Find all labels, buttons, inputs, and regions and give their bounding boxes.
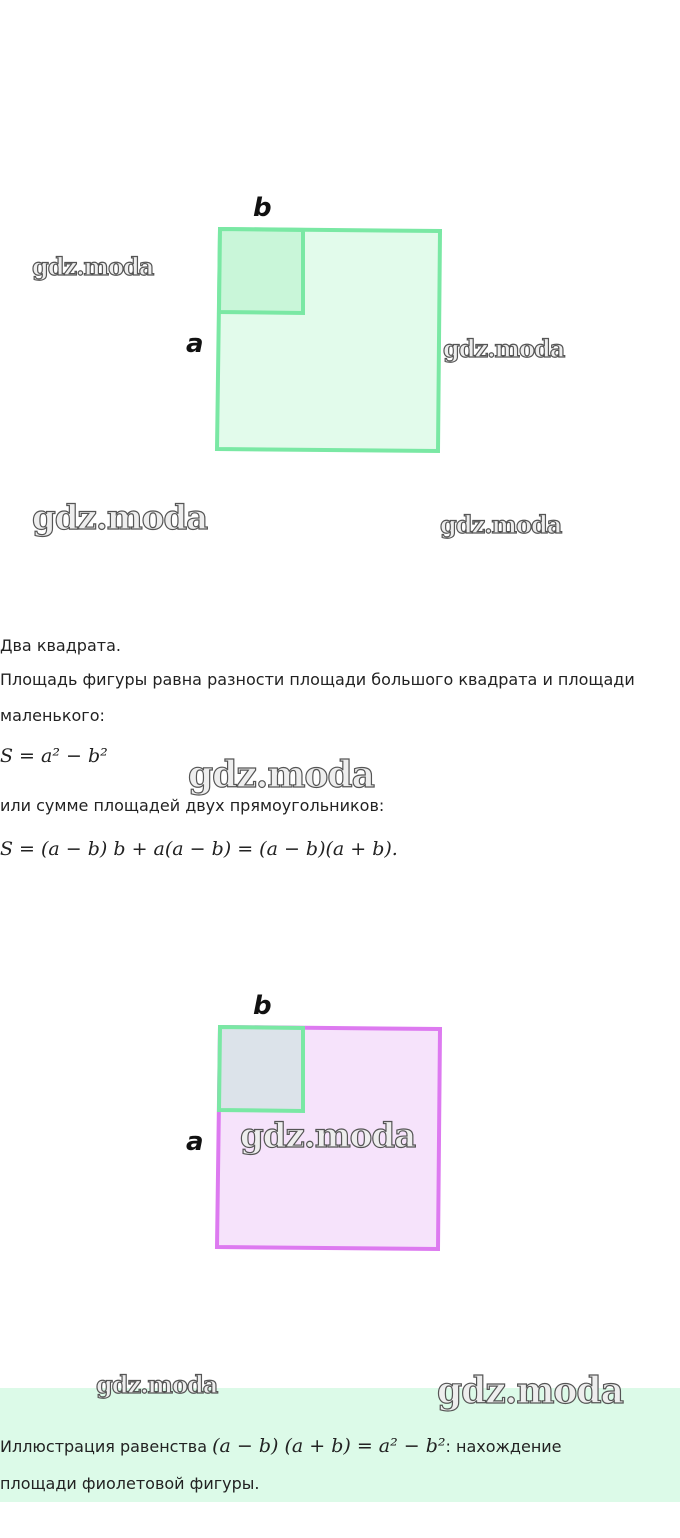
- watermark: gdz.moda: [188, 754, 374, 796]
- watermark: gdz.moda: [96, 1370, 218, 1399]
- text-line-1: Два квадрата.: [0, 636, 121, 655]
- text-line-2b: маленького:: [0, 706, 105, 725]
- label-a: a: [186, 1127, 204, 1157]
- caption-formula: (a − b) (a + b) = a² − b²: [212, 1435, 446, 1457]
- formula-two-rectangles: S = (a − b) b + a(a − b) = (a − b)(a + b).: [0, 838, 398, 860]
- label-b: b: [253, 193, 272, 223]
- caption-suffix: : нахождение: [445, 1437, 562, 1456]
- formula-difference-of-squares: S = a² − b²: [0, 745, 108, 767]
- caption-prefix: Иллюстрация равенства: [0, 1437, 213, 1456]
- text-line-3: или сумме площадей двух прямоугольников:: [0, 796, 385, 815]
- watermark: gdz.moda: [437, 1370, 623, 1412]
- caption-line-1: [0, 1432, 562, 1461]
- watermark: gdz.moda: [32, 498, 208, 538]
- watermark: gdz.moda: [440, 510, 562, 539]
- figure-two-squares: [0, 180, 680, 480]
- text-line-2a: Площадь фигуры равна разности площади большого квадрата и площади: [0, 670, 635, 689]
- watermark: gdz.moda: [32, 252, 154, 281]
- watermark: gdz.moda: [240, 1116, 416, 1156]
- label-b: b: [253, 991, 272, 1021]
- small-square: [219, 1027, 303, 1111]
- small-square: [219, 229, 303, 313]
- watermark: gdz.moda: [443, 334, 565, 363]
- caption-line-2: площади фиолетовой фигуры.: [0, 1474, 260, 1493]
- label-a: a: [186, 329, 204, 359]
